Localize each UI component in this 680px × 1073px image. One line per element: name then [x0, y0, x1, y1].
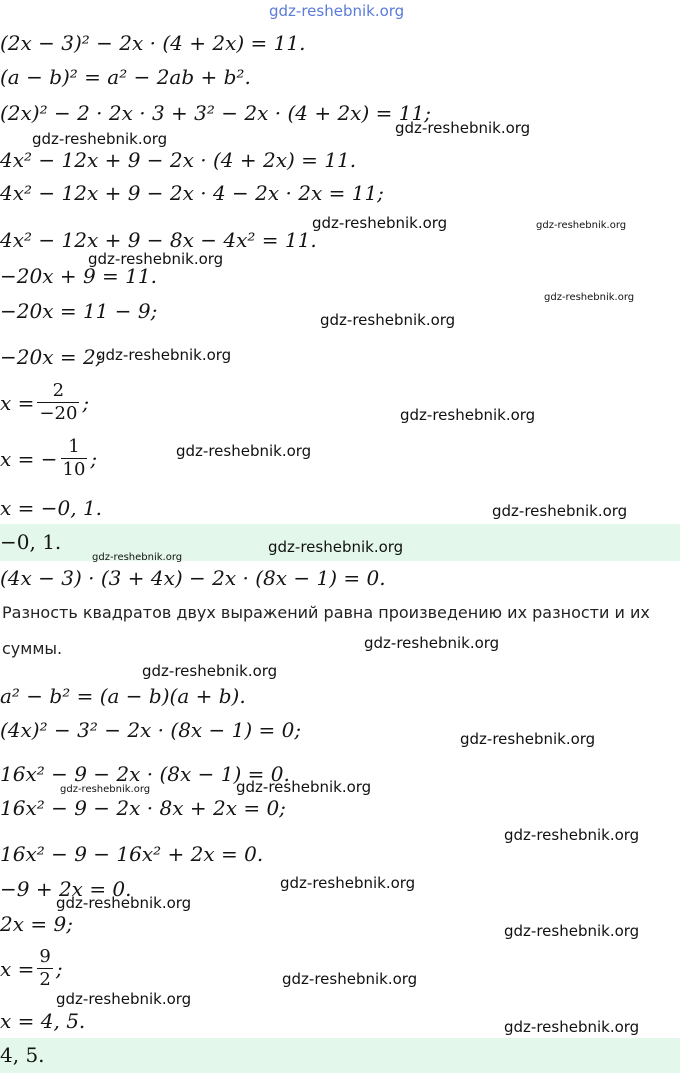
fraction: [37, 946, 52, 991]
task1-step-2: 4x² − 12x + 9 − 2x · (4 + 2x) = 11.: [0, 148, 357, 172]
task2-step-3: 16x² − 9 − 2x · 8x + 2x = 0;: [0, 796, 286, 820]
fraction-numerator: 9: [39, 946, 51, 967]
fraction: [61, 436, 88, 481]
watermark[interactable]: gdz-reshebnik.org: [176, 442, 312, 460]
fraction-denominator: −20: [39, 403, 78, 424]
watermark[interactable]: gdz-reshebnik.org: [504, 922, 640, 940]
fraction-lhs: x = −: [0, 446, 58, 471]
fraction-numerator: 2: [52, 380, 65, 401]
task2-equation: (4x − 3) · (3 + 4x) − 2x · (8x − 1) = 0.: [0, 566, 386, 590]
task2-answer: 4, 5.: [0, 1043, 45, 1067]
task2-answer-box: [0, 1038, 680, 1073]
task1-equation: (2x − 3)² − 2x · (4 + 2x) = 11.: [0, 31, 306, 55]
task2-step-4: 16x² − 9 − 16x² + 2x = 0.: [0, 842, 264, 866]
watermark[interactable]: gdz-reshebnik.org: [142, 662, 278, 680]
task1-answer: −0, 1.: [0, 530, 62, 554]
fraction: [37, 380, 79, 425]
watermark[interactable]: gdz-reshebnik.org: [312, 214, 448, 232]
task1-step-1: (2x)² − 2 · 2x · 3 + 3² − 2x · (4 + 2x) = 11;: [0, 101, 431, 125]
fraction-tail: ;: [90, 446, 98, 471]
task1-step-3: 4x² − 12x + 9 − 2x · 4 − 2x · 2x = 11;: [0, 181, 384, 205]
watermark[interactable]: gdz-reshebnik.org: [236, 778, 372, 796]
task1-step-6: −20x = 11 − 9;: [0, 299, 158, 323]
watermark[interactable]: gdz-reshebnik.org: [60, 784, 151, 795]
watermark[interactable]: gdz-reshebnik.org: [504, 826, 640, 844]
task2-step-5: −9 + 2x = 0.: [0, 877, 132, 901]
watermark[interactable]: gdz-reshebnik.org: [504, 1018, 640, 1036]
fraction-tail: ;: [82, 390, 90, 415]
task2-fraction-step: [0, 946, 63, 991]
watermark[interactable]: gdz-reshebnik.org: [96, 346, 232, 364]
fraction-tail: ;: [55, 956, 63, 981]
watermark[interactable]: gdz-reshebnik.org: [395, 119, 531, 137]
watermark[interactable]: gdz-reshebnik.org: [32, 130, 168, 148]
task1-step-7: −20x = 2;: [0, 345, 103, 369]
watermark[interactable]: gdz-reshebnik.org: [92, 552, 183, 563]
task2-result: x = 4, 5.: [0, 1009, 86, 1033]
task1-fraction-step-2: [0, 436, 97, 481]
watermark[interactable]: gdz-reshebnik.org: [536, 220, 627, 231]
fraction-denominator: 2: [39, 969, 51, 990]
task1-fraction-step-1: [0, 380, 89, 425]
task1-result: x = −0, 1.: [0, 496, 103, 520]
task2-step-6: 2x = 9;: [0, 912, 73, 936]
watermark[interactable]: gdz-reshebnik.org: [280, 874, 416, 892]
fraction-lhs: x =: [0, 956, 35, 981]
task2-step-1: (4x)² − 3² − 2x · (8x − 1) = 0;: [0, 718, 302, 742]
formula-square-of-difference: (a − b)² = a² − 2ab + b².: [0, 65, 251, 89]
watermark[interactable]: gdz-reshebnik.org: [492, 502, 628, 520]
watermark[interactable]: gdz-reshebnik.org: [460, 730, 596, 748]
fraction-denominator: 10: [62, 459, 86, 480]
watermark[interactable]: gdz-reshebnik.org: [268, 538, 404, 556]
watermark[interactable]: gdz-reshebnik.org: [56, 990, 192, 1008]
formula-difference-of-squares: a² − b² = (a − b)(a + b).: [0, 684, 246, 708]
task2-step-2: 16x² − 9 − 2x · (8x − 1) = 0.: [0, 762, 290, 786]
watermark[interactable]: gdz-reshebnik.org: [282, 970, 418, 988]
task1-step-4: 4x² − 12x + 9 − 8x − 4x² = 11.: [0, 228, 317, 252]
watermark[interactable]: gdz-reshebnik.org: [320, 311, 456, 329]
rule-text-line-1: Разность квадратов двух выражений равна произведению их разности и их: [2, 603, 650, 622]
watermark[interactable]: gdz-reshebnik.org: [400, 406, 536, 424]
task1-step-5: −20x + 9 = 11.: [0, 264, 157, 288]
rule-text-line-2: суммы.: [2, 639, 63, 658]
watermark[interactable]: gdz-reshebnik.org: [544, 292, 635, 303]
fraction-numerator: 1: [68, 436, 80, 457]
watermark[interactable]: gdz-reshebnik.org: [56, 894, 192, 912]
watermark[interactable]: gdz-reshebnik.org: [364, 634, 500, 652]
watermark[interactable]: gdz-reshebnik.org: [88, 250, 224, 268]
fraction-lhs: x =: [0, 390, 35, 415]
watermark-top[interactable]: gdz-reshebnik.org: [269, 2, 405, 20]
